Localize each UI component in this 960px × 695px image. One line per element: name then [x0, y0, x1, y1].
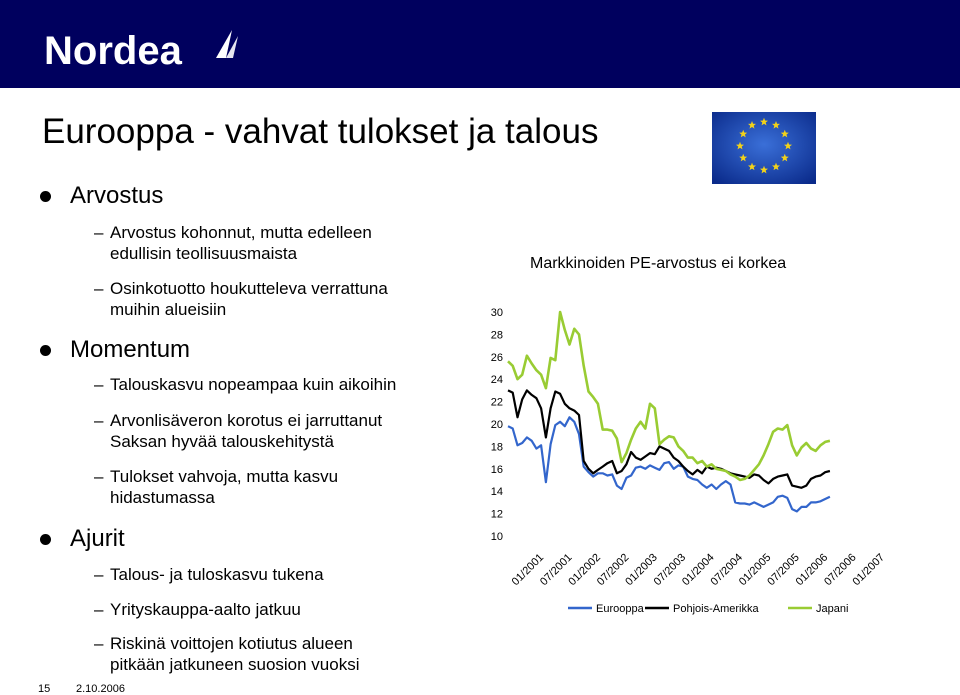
y-tick-label: 14 — [490, 486, 503, 499]
series-line-3 — [508, 312, 830, 480]
y-tick-label: 26 — [490, 351, 503, 364]
sub-bullet-line: Osinkotuotto houkutteleva verrattuna — [110, 279, 388, 298]
x-tick-label: 07/2002 — [594, 551, 632, 589]
pe-chart — [470, 290, 890, 630]
sub-bullet-line: Saksan hyvää talouskehitystä — [110, 432, 334, 451]
dash-marker: – — [94, 279, 104, 298]
slide-title: Eurooppa - vahvat tulokset ja talous — [42, 112, 599, 151]
dash-marker: – — [94, 411, 104, 430]
eu-flag-image — [712, 112, 816, 184]
legend-label-2: Pohjois-Amerikka — [673, 603, 759, 615]
sub-bullet-line: pitkään jatkuneen suosion vuoksi — [110, 655, 360, 674]
x-tick-label: 01/2005 — [736, 551, 774, 589]
x-tick-label: 01/2007 — [850, 551, 888, 589]
x-tick-label: 07/2005 — [765, 551, 802, 589]
y-tick-label: 30 — [490, 307, 503, 319]
y-tick-label: 28 — [490, 329, 503, 342]
x-tick-label: 01/2004 — [680, 551, 717, 589]
legend-label-1: Eurooppa — [596, 603, 644, 615]
sub-bullet-line: Talouskasvu nopeampaa kuin aikoihin — [110, 375, 397, 394]
x-tick-label: 07/2003 — [651, 551, 689, 589]
x-tick-label: 07/2006 — [822, 551, 859, 589]
x-tick-label: 01/2001 — [509, 551, 547, 589]
y-tick-label: 20 — [490, 419, 503, 431]
x-tick-label: 01/2003 — [623, 551, 660, 589]
bullet-dot — [40, 191, 51, 202]
bullet-dot — [40, 345, 51, 356]
bullet-label: Momentum — [70, 336, 191, 363]
slide-date: 2.10.2006 — [76, 683, 125, 695]
chart-title: Markkinoiden PE-arvostus ei korkea — [530, 255, 787, 272]
bullet-label: Ajurit — [70, 525, 125, 552]
y-tick-label: 10 — [490, 531, 503, 543]
sub-bullet-line: Tulokset vahvoja, mutta kasvu — [110, 467, 339, 486]
y-tick-label: 24 — [490, 374, 503, 387]
legend-label-3: Japani — [816, 603, 849, 615]
sub-bullet-line: Riskinä voittojen kotiutus alueen — [110, 634, 353, 653]
sub-bullet-line: muihin alueisiin — [110, 300, 227, 319]
x-tick-label: 07/2004 — [708, 551, 746, 589]
sub-bullet-line: Arvonlisäveron korotus ei jarruttanut — [110, 411, 383, 430]
sub-bullet-line: edullisin teollisuusmaista — [110, 244, 298, 263]
header-bar — [0, 0, 960, 88]
series-line-1 — [508, 417, 830, 511]
dash-marker: – — [94, 600, 104, 619]
x-tick-label: 07/2001 — [538, 551, 575, 589]
dash-marker: – — [94, 467, 104, 486]
brand-name: Nordea — [44, 29, 182, 72]
series-line-2 — [508, 390, 830, 487]
x-tick-label: 01/2006 — [793, 551, 831, 589]
sub-bullet-line: Arvostus kohonnut, mutta edelleen — [110, 223, 372, 242]
dash-marker: – — [94, 565, 104, 584]
sub-bullet-line: Yrityskauppa-aalto jatkuu — [110, 600, 301, 619]
y-tick-label: 18 — [490, 441, 503, 454]
nordea-logo — [44, 28, 244, 72]
bullet-label: Arvostus — [70, 182, 164, 209]
page-number: 15 — [38, 683, 51, 695]
bullet-dot — [40, 534, 51, 545]
x-tick-label: 01/2002 — [566, 551, 604, 589]
sub-bullet-line: Talous- ja tuloskasvu tukena — [110, 565, 324, 584]
y-tick-label: 16 — [490, 463, 503, 476]
dash-marker: – — [94, 375, 104, 394]
y-tick-label: 22 — [490, 396, 503, 409]
y-tick-label: 12 — [490, 508, 503, 521]
dash-marker: – — [94, 634, 104, 653]
sub-bullet-line: hidastumassa — [110, 488, 215, 507]
dash-marker: – — [94, 223, 104, 242]
